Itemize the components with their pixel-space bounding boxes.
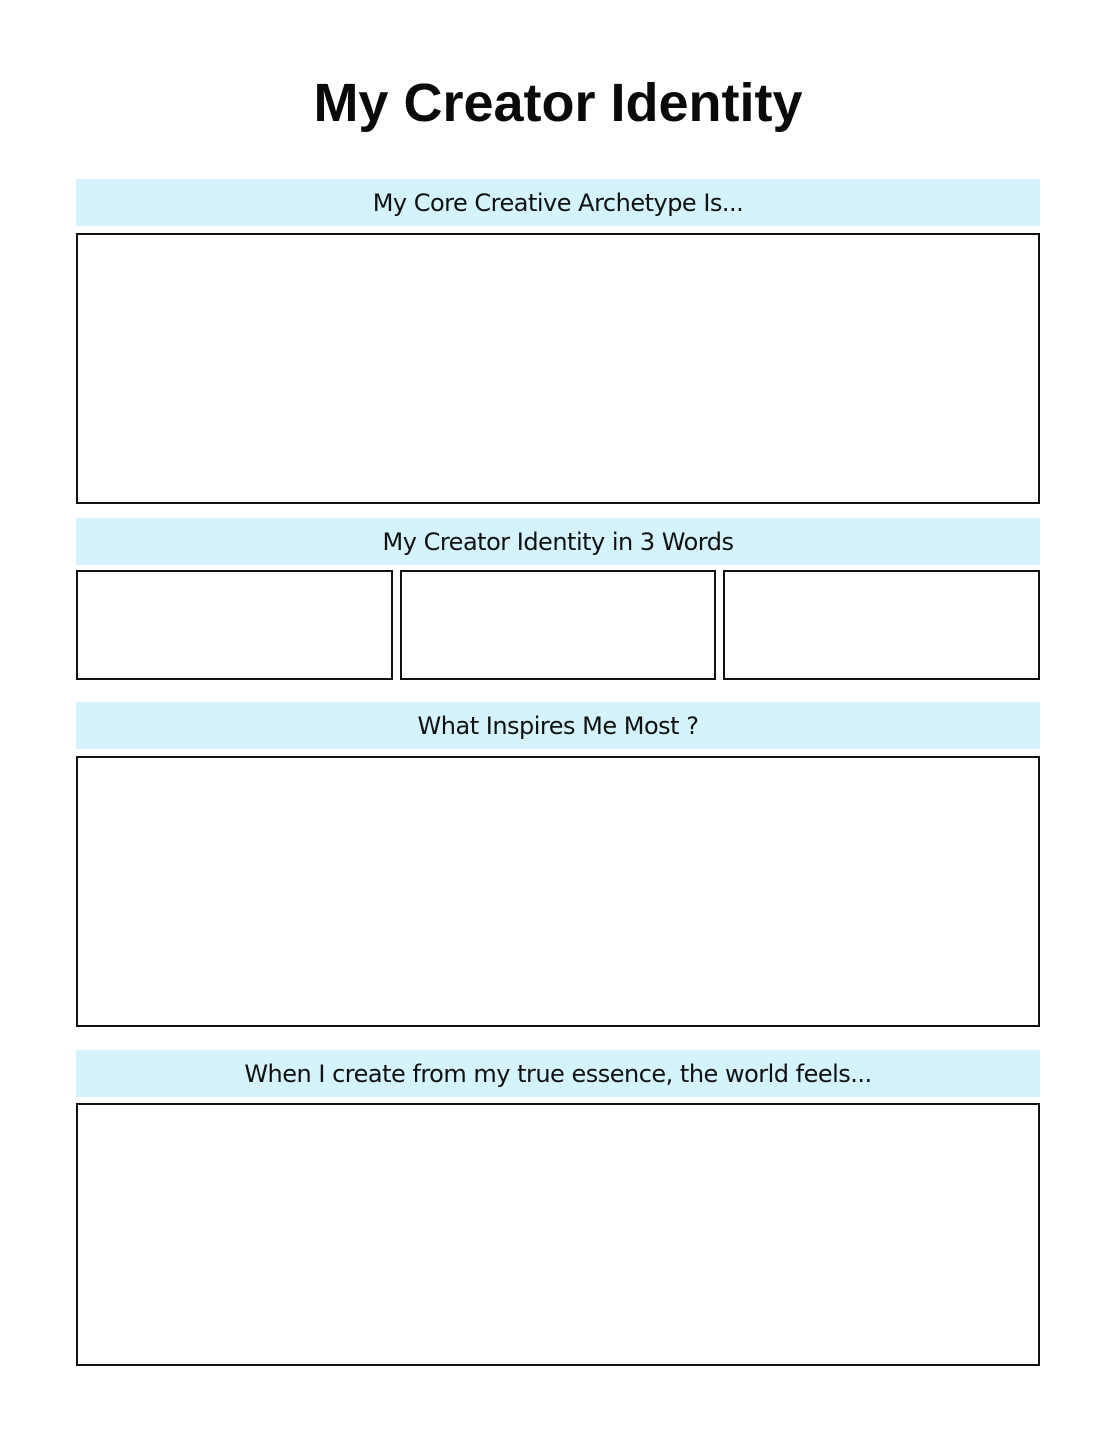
- archetype-write-box[interactable]: [76, 233, 1040, 504]
- word-box-3[interactable]: [723, 570, 1040, 680]
- word-box-2[interactable]: [400, 570, 716, 680]
- inspires-write-box[interactable]: [76, 756, 1040, 1027]
- three-words-header: [76, 518, 1040, 565]
- inspires-label: What Inspires Me Most ?: [417, 711, 699, 740]
- three-words-label: My Creator Identity in 3 Words: [382, 527, 734, 556]
- essence-write-box[interactable]: [76, 1103, 1040, 1366]
- word-box-1[interactable]: [76, 570, 393, 680]
- archetype-header: [76, 179, 1040, 226]
- page-title: My Creator Identity: [313, 73, 803, 133]
- inspires-header: [76, 702, 1040, 749]
- essence-header: [76, 1050, 1040, 1097]
- essence-label: When I create from my true essence, the world feels...: [244, 1059, 872, 1088]
- archetype-label: My Core Creative Archetype Is...: [372, 188, 744, 217]
